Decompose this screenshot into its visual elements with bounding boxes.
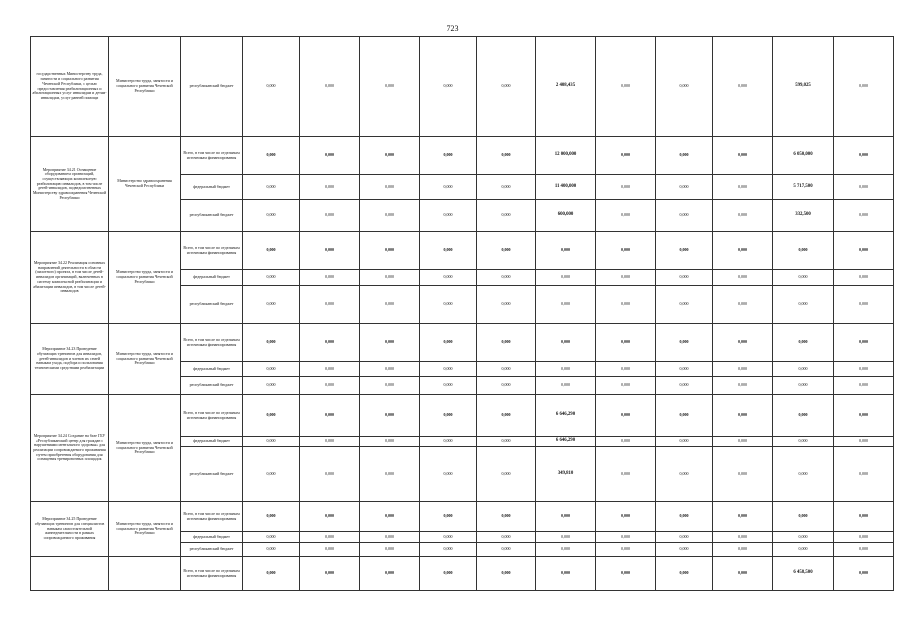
amount-cell: 2 408,435 xyxy=(536,37,596,137)
funding-source: республиканский бюджет xyxy=(181,447,243,502)
amount-cell: 0,000 xyxy=(420,543,477,557)
table-row xyxy=(31,232,894,270)
funding-source: федеральный бюджет xyxy=(181,532,243,543)
table-row xyxy=(31,557,894,591)
table-row xyxy=(31,37,894,137)
amount-cell: 0,000 xyxy=(596,37,656,137)
amount-cell: 0,000 xyxy=(420,37,477,137)
amount-cell: 0,000 xyxy=(243,232,300,270)
amount-cell: 0,000 xyxy=(834,377,894,395)
amount-cell: 0,000 xyxy=(656,200,713,232)
measure-executor: Министерство здравоохранения Чеченской Республики xyxy=(109,137,181,232)
amount-cell: 0,000 xyxy=(713,200,773,232)
amount-cell: 0,000 xyxy=(713,324,773,362)
amount-cell: 0,000 xyxy=(834,175,894,200)
amount-cell: 0,000 xyxy=(360,286,420,324)
amount-cell: 0,000 xyxy=(773,437,834,447)
measure-name: Мероприятие 34.24 Создание на базе ГБУ «Республиканский центр для граждан с нарушениями ментального здоровья» для реализации сопровождаемого проживания путем приобретения оборудования для оснащения тренировочных площадок xyxy=(31,395,109,502)
amount-cell: 0,000 xyxy=(596,377,656,395)
amount-cell: 0,000 xyxy=(656,447,713,502)
amount-cell: 0,000 xyxy=(477,395,536,437)
amount-cell: 0,000 xyxy=(360,270,420,286)
amount-cell: 0,000 xyxy=(243,286,300,324)
amount-cell: 0,000 xyxy=(360,437,420,447)
amount-cell: 0,000 xyxy=(300,437,360,447)
page-number: 723 xyxy=(446,24,459,33)
funding-source: федеральный бюджет xyxy=(181,437,243,447)
measure-name: Мероприятие 34.25 Проведение обучающих тренингов для специалистов навыкам самостоятельной жизнедеятельности в рамках сопровождаемого проживания xyxy=(31,502,109,557)
amount-cell: 0,000 xyxy=(596,543,656,557)
amount-cell: 0,000 xyxy=(596,532,656,543)
amount-cell: 0,000 xyxy=(834,286,894,324)
amount-cell: 6 646,290 xyxy=(536,395,596,437)
amount-cell: 0,000 xyxy=(596,362,656,377)
amount-cell: 0,000 xyxy=(834,447,894,502)
measure-name: Мероприятие 34.21 Оснащение оборудованием организаций, осуществляющих комплексную реабилитацию инвалидов, в том числе детей-инвалидов, подведомственных Министерству здравоохранения Чеченской Республики xyxy=(31,137,109,232)
amount-cell: 0,000 xyxy=(713,232,773,270)
amount-cell: 332,500 xyxy=(773,200,834,232)
amount-cell: 0,000 xyxy=(596,175,656,200)
amount-cell: 0,000 xyxy=(360,324,420,362)
amount-cell: 0,000 xyxy=(243,557,300,591)
amount-cell: 0,000 xyxy=(656,37,713,137)
amount-cell: 0,000 xyxy=(713,395,773,437)
amount-cell: 0,000 xyxy=(477,175,536,200)
funding-source: Всего, в том числе по отдельным источникам финансирования xyxy=(181,324,243,362)
amount-cell: 0,000 xyxy=(477,502,536,532)
amount-cell: 0,000 xyxy=(360,557,420,591)
amount-cell: 0,000 xyxy=(300,37,360,137)
amount-cell: 0,000 xyxy=(713,532,773,543)
amount-cell: 0,000 xyxy=(420,362,477,377)
funding-source: республиканский бюджет xyxy=(181,377,243,395)
amount-cell: 0,000 xyxy=(834,362,894,377)
amount-cell: 0,000 xyxy=(773,502,834,532)
amount-cell: 0,000 xyxy=(477,362,536,377)
amount-cell: 0,000 xyxy=(420,175,477,200)
amount-cell: 0,000 xyxy=(536,232,596,270)
amount-cell: 0,000 xyxy=(656,543,713,557)
table-row xyxy=(31,395,894,437)
amount-cell: 0,000 xyxy=(596,286,656,324)
amount-cell: 0,000 xyxy=(596,270,656,286)
amount-cell: 0,000 xyxy=(243,543,300,557)
amount-cell: 0,000 xyxy=(536,502,596,532)
amount-cell: 0,000 xyxy=(713,286,773,324)
amount-cell: 0,000 xyxy=(360,232,420,270)
amount-cell: 0,000 xyxy=(656,232,713,270)
amount-cell: 0,000 xyxy=(656,175,713,200)
amount-cell: 0,000 xyxy=(243,395,300,437)
amount-cell: 0,000 xyxy=(713,437,773,447)
funding-source: республиканский бюджет xyxy=(181,286,243,324)
amount-cell: 0,000 xyxy=(656,532,713,543)
amount-cell: 0,000 xyxy=(360,502,420,532)
amount-cell: 0,000 xyxy=(420,137,477,175)
amount-cell: 0,000 xyxy=(243,437,300,447)
amount-cell: 0,000 xyxy=(420,502,477,532)
amount-cell: 0,000 xyxy=(243,37,300,137)
amount-cell: 349,810 xyxy=(536,447,596,502)
amount-cell: 599,025 xyxy=(773,37,834,137)
amount-cell: 0,000 xyxy=(536,324,596,362)
amount-cell: 0,000 xyxy=(360,395,420,437)
amount-cell: 0,000 xyxy=(834,502,894,532)
amount-cell: 0,000 xyxy=(243,502,300,532)
amount-cell: 0,000 xyxy=(243,175,300,200)
funding-source: федеральный бюджет xyxy=(181,270,243,286)
funding-source: федеральный бюджет xyxy=(181,362,243,377)
funding-source: республиканский бюджет xyxy=(181,543,243,557)
amount-cell: 0,000 xyxy=(834,532,894,543)
amount-cell: 0,000 xyxy=(243,532,300,543)
amount-cell: 0,000 xyxy=(360,532,420,543)
measure-name: Мероприятие 34.22 Реализация основных направлений деятельности в области (пилотного) проекта, в том числе детей-инвалидов организаций, включенных в систему комплексной реабилитации и абилитации инвалидов, в том числе детей-инвалидов xyxy=(31,232,109,324)
amount-cell: 0,000 xyxy=(656,377,713,395)
amount-cell: 0,000 xyxy=(420,200,477,232)
amount-cell: 0,000 xyxy=(773,232,834,270)
amount-cell: 0,000 xyxy=(300,232,360,270)
amount-cell: 0,000 xyxy=(300,324,360,362)
amount-cell: 0,000 xyxy=(477,532,536,543)
amount-cell: 0,000 xyxy=(713,137,773,175)
measure-executor: Министерство труда, занятости и социального развития Чеченской Республики xyxy=(109,37,181,137)
amount-cell: 12 000,000 xyxy=(536,137,596,175)
funding-source: Всего, в том числе по отдельным источникам финансирования xyxy=(181,232,243,270)
amount-cell: 0,000 xyxy=(360,362,420,377)
amount-cell: 0,000 xyxy=(656,286,713,324)
measure-executor: Министерство труда, занятости и социального развития Чеченской Республики xyxy=(109,395,181,502)
funding-source: Всего, в том числе по отдельным источникам финансирования xyxy=(181,557,243,591)
amount-cell: 6 646,290 xyxy=(536,437,596,447)
amount-cell: 0,000 xyxy=(477,543,536,557)
amount-cell: 0,000 xyxy=(300,270,360,286)
amount-cell: 0,000 xyxy=(773,270,834,286)
amount-cell: 0,000 xyxy=(477,200,536,232)
amount-cell: 0,000 xyxy=(420,447,477,502)
amount-cell: 0,000 xyxy=(773,532,834,543)
amount-cell: 6 050,000 xyxy=(773,137,834,175)
amount-cell: 0,000 xyxy=(656,270,713,286)
amount-cell: 0,000 xyxy=(834,543,894,557)
amount-cell: 0,000 xyxy=(243,447,300,502)
amount-cell: 0,000 xyxy=(773,377,834,395)
amount-cell: 0,000 xyxy=(300,557,360,591)
amount-cell: 0,000 xyxy=(773,286,834,324)
amount-cell: 0,000 xyxy=(360,200,420,232)
amount-cell: 0,000 xyxy=(596,232,656,270)
amount-cell: 0,000 xyxy=(477,324,536,362)
amount-cell: 0,000 xyxy=(420,395,477,437)
amount-cell: 0,000 xyxy=(536,362,596,377)
amount-cell: 0,000 xyxy=(773,543,834,557)
amount-cell: 0,000 xyxy=(656,395,713,437)
amount-cell: 0,000 xyxy=(773,395,834,437)
amount-cell: 0,000 xyxy=(420,324,477,362)
amount-cell: 0,000 xyxy=(713,37,773,137)
amount-cell: 0,000 xyxy=(536,286,596,324)
amount-cell: 0,000 xyxy=(420,286,477,324)
amount-cell: 0,000 xyxy=(420,532,477,543)
amount-cell: 0,000 xyxy=(243,137,300,175)
amount-cell: 0,000 xyxy=(596,437,656,447)
amount-cell: 0,000 xyxy=(477,270,536,286)
amount-cell: 0,000 xyxy=(360,447,420,502)
measure-name xyxy=(31,557,109,591)
amount-cell: 0,000 xyxy=(300,200,360,232)
amount-cell: 0,000 xyxy=(243,200,300,232)
amount-cell: 0,000 xyxy=(300,362,360,377)
amount-cell: 0,000 xyxy=(713,270,773,286)
amount-cell: 0,000 xyxy=(477,437,536,447)
amount-cell: 5 717,500 xyxy=(773,175,834,200)
amount-cell: 0,000 xyxy=(477,447,536,502)
amount-cell: 0,000 xyxy=(834,557,894,591)
amount-cell: 0,000 xyxy=(596,447,656,502)
amount-cell: 0,000 xyxy=(420,557,477,591)
amount-cell: 0,000 xyxy=(713,175,773,200)
amount-cell: 0,000 xyxy=(596,137,656,175)
amount-cell: 0,000 xyxy=(536,377,596,395)
amount-cell: 0,000 xyxy=(300,377,360,395)
amount-cell: 0,000 xyxy=(300,502,360,532)
amount-cell: 0,000 xyxy=(596,200,656,232)
amount-cell: 0,000 xyxy=(834,232,894,270)
amount-cell: 0,000 xyxy=(360,175,420,200)
amount-cell: 0,000 xyxy=(656,324,713,362)
amount-cell: 0,000 xyxy=(477,37,536,137)
funding-source: республиканский бюджет xyxy=(181,200,243,232)
amount-cell: 0,000 xyxy=(300,447,360,502)
amount-cell: 6 458,500 xyxy=(773,557,834,591)
measure-name: Мероприятие 34.23 Проведение обучающих тренингов для инвалидов, детей-инвалидов и членов их семей навыкам ухода, подбора и пользования техническими средствами реабилитации xyxy=(31,324,109,395)
amount-cell: 0,000 xyxy=(243,362,300,377)
table-row xyxy=(31,324,894,362)
amount-cell: 0,000 xyxy=(420,270,477,286)
amount-cell: 0,000 xyxy=(420,232,477,270)
amount-cell: 0,000 xyxy=(300,543,360,557)
amount-cell: 0,000 xyxy=(656,137,713,175)
funding-source: Всего, в том числе по отдельным источникам финансирования xyxy=(181,137,243,175)
amount-cell: 0,000 xyxy=(536,557,596,591)
amount-cell: 0,000 xyxy=(536,270,596,286)
amount-cell: 0,000 xyxy=(536,532,596,543)
amount-cell: 0,000 xyxy=(596,395,656,437)
amount-cell: 0,000 xyxy=(834,137,894,175)
amount-cell: 0,000 xyxy=(477,286,536,324)
amount-cell: 0,000 xyxy=(300,532,360,543)
funding-source: федеральный бюджет xyxy=(181,175,243,200)
amount-cell: 0,000 xyxy=(360,377,420,395)
amount-cell: 0,000 xyxy=(834,37,894,137)
amount-cell: 0,000 xyxy=(243,324,300,362)
amount-cell: 0,000 xyxy=(596,502,656,532)
amount-cell: 0,000 xyxy=(300,395,360,437)
measure-executor: Министерство труда, занятости и социального развития Чеченской Республики xyxy=(109,502,181,557)
amount-cell: 0,000 xyxy=(834,395,894,437)
measure-executor: Министерство труда, занятости и социального развития Чеченской Республики xyxy=(109,232,181,324)
amount-cell: 0,000 xyxy=(713,557,773,591)
amount-cell: 0,000 xyxy=(656,557,713,591)
measure-executor: Министерство труда, занятости и социального развития Чеченской Республики xyxy=(109,324,181,395)
amount-cell: 0,000 xyxy=(713,377,773,395)
amount-cell: 0,000 xyxy=(713,543,773,557)
amount-cell: 0,000 xyxy=(360,137,420,175)
amount-cell: 0,000 xyxy=(713,362,773,377)
funding-source: республиканский бюджет xyxy=(181,37,243,137)
amount-cell: 0,000 xyxy=(477,232,536,270)
amount-cell: 0,000 xyxy=(656,437,713,447)
budget-table xyxy=(30,36,894,591)
amount-cell: 0,000 xyxy=(596,324,656,362)
amount-cell: 0,000 xyxy=(834,270,894,286)
amount-cell: 0,000 xyxy=(477,557,536,591)
amount-cell: 0,000 xyxy=(773,324,834,362)
funding-source: Всего, в том числе по отдельным источникам финансирования xyxy=(181,502,243,532)
amount-cell: 0,000 xyxy=(477,377,536,395)
table-row xyxy=(31,137,894,175)
amount-cell: 0,000 xyxy=(596,557,656,591)
amount-cell: 0,000 xyxy=(834,324,894,362)
amount-cell: 0,000 xyxy=(834,437,894,447)
amount-cell: 0,000 xyxy=(360,543,420,557)
amount-cell: 0,000 xyxy=(536,543,596,557)
measure-executor xyxy=(109,557,181,591)
amount-cell: 0,000 xyxy=(420,437,477,447)
amount-cell: 0,000 xyxy=(713,502,773,532)
amount-cell: 0,000 xyxy=(656,502,713,532)
amount-cell: 0,000 xyxy=(300,286,360,324)
amount-cell: 600,000 xyxy=(536,200,596,232)
amount-cell: 0,000 xyxy=(477,137,536,175)
amount-cell: 0,000 xyxy=(773,447,834,502)
amount-cell: 0,000 xyxy=(360,37,420,137)
amount-cell: 0,000 xyxy=(773,362,834,377)
amount-cell: 0,000 xyxy=(713,447,773,502)
amount-cell: 0,000 xyxy=(243,377,300,395)
amount-cell: 0,000 xyxy=(420,377,477,395)
amount-cell: 0,000 xyxy=(300,175,360,200)
measure-name: государственных Министерству труда, занятости и социального развития Чеченской Республики, с целью предоставления реабилитационных и абилитационных услуг инвалидам и детям-инвалидам, услуг ранней помощи xyxy=(31,37,109,137)
amount-cell: 0,000 xyxy=(243,270,300,286)
amount-cell: 0,000 xyxy=(656,362,713,377)
funding-source: Всего, в том числе по отдельным источникам финансирования xyxy=(181,395,243,437)
amount-cell: 0,000 xyxy=(834,200,894,232)
table-row xyxy=(31,502,894,532)
amount-cell: 11 400,000 xyxy=(536,175,596,200)
amount-cell: 0,000 xyxy=(300,137,360,175)
